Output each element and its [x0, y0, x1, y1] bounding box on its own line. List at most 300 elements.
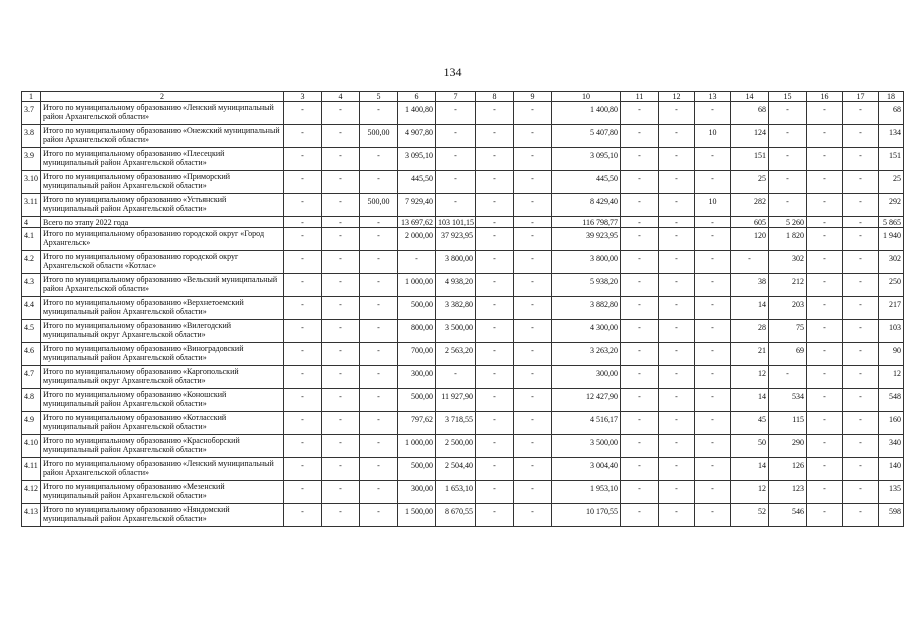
- row-name: Итого по муниципальному образованию «Онежский муниципальный район Архангельской области»: [41, 125, 284, 148]
- cell-col-9: -: [514, 148, 552, 171]
- cell-col-10: 300,00: [552, 366, 621, 389]
- cell-col-3: -: [284, 343, 322, 366]
- cell-col-5: -: [360, 148, 398, 171]
- cell-col-11: -: [621, 102, 659, 125]
- cell-col-12: -: [659, 102, 695, 125]
- cell-col-16: -: [807, 217, 843, 228]
- cell-col-18: 160: [879, 412, 904, 435]
- cell-col-10: 3 095,10: [552, 148, 621, 171]
- cell-col-18: 134: [879, 125, 904, 148]
- cell-col-15: -: [769, 102, 807, 125]
- cell-col-15: 290: [769, 435, 807, 458]
- cell-col-18: 12: [879, 366, 904, 389]
- cell-col-13: -: [695, 171, 731, 194]
- cell-col-11: -: [621, 389, 659, 412]
- row-name: Итого по муниципальному образованию «Вельский муниципальный район Архангельской области»: [41, 274, 284, 297]
- row-name: Всего по этапу 2022 года: [41, 217, 284, 228]
- cell-col-10: 8 429,40: [552, 194, 621, 217]
- cell-col-10: 3 800,00: [552, 251, 621, 274]
- cell-col-4: -: [322, 389, 360, 412]
- cell-col-7: 2 563,20: [436, 343, 476, 366]
- cell-col-15: 115: [769, 412, 807, 435]
- cell-col-6: 2 000,00: [398, 228, 436, 251]
- cell-col-11: -: [621, 171, 659, 194]
- cell-col-6: 300,00: [398, 481, 436, 504]
- row-code: 4.2: [22, 251, 41, 274]
- cell-col-18: 135: [879, 481, 904, 504]
- cell-col-8: -: [476, 366, 514, 389]
- cell-col-6: 500,00: [398, 297, 436, 320]
- cell-col-9: -: [514, 217, 552, 228]
- cell-col-11: -: [621, 343, 659, 366]
- cell-col-7: 11 927,90: [436, 389, 476, 412]
- cell-col-16: -: [807, 343, 843, 366]
- cell-col-11: -: [621, 504, 659, 527]
- column-header-16: 16: [807, 92, 843, 102]
- cell-col-5: -: [360, 102, 398, 125]
- cell-col-5: -: [360, 274, 398, 297]
- cell-col-10: 1 953,10: [552, 481, 621, 504]
- cell-col-9: -: [514, 366, 552, 389]
- cell-col-17: -: [843, 194, 879, 217]
- cell-col-17: -: [843, 481, 879, 504]
- cell-col-14: 38: [731, 274, 769, 297]
- cell-col-12: -: [659, 343, 695, 366]
- cell-col-6: 4 907,80: [398, 125, 436, 148]
- cell-col-17: -: [843, 251, 879, 274]
- cell-col-15: 203: [769, 297, 807, 320]
- cell-col-17: -: [843, 171, 879, 194]
- cell-col-3: -: [284, 194, 322, 217]
- header-row: [22, 92, 904, 102]
- column-header-15: 15: [769, 92, 807, 102]
- cell-col-3: -: [284, 274, 322, 297]
- cell-col-9: -: [514, 320, 552, 343]
- cell-col-16: -: [807, 102, 843, 125]
- cell-col-4: -: [322, 458, 360, 481]
- cell-col-14: 14: [731, 458, 769, 481]
- cell-col-10: 4 516,17: [552, 412, 621, 435]
- row-code: 3.7: [22, 102, 41, 125]
- cell-col-14: 14: [731, 297, 769, 320]
- table-row: [22, 481, 904, 504]
- cell-col-10: 3 500,00: [552, 435, 621, 458]
- cell-col-8: -: [476, 504, 514, 527]
- cell-col-5: -: [360, 171, 398, 194]
- table-row: [22, 458, 904, 481]
- cell-col-10: 1 400,80: [552, 102, 621, 125]
- cell-col-14: 21: [731, 343, 769, 366]
- cell-col-15: 75: [769, 320, 807, 343]
- cell-col-7: 3 718,55: [436, 412, 476, 435]
- cell-col-12: -: [659, 481, 695, 504]
- cell-col-10: 3 263,20: [552, 343, 621, 366]
- row-code: 4: [22, 217, 41, 228]
- cell-col-15: -: [769, 171, 807, 194]
- cell-col-15: 69: [769, 343, 807, 366]
- cell-col-9: -: [514, 481, 552, 504]
- cell-col-7: 3 382,80: [436, 297, 476, 320]
- cell-col-18: 302: [879, 251, 904, 274]
- cell-col-14: 151: [731, 148, 769, 171]
- cell-col-8: -: [476, 320, 514, 343]
- cell-col-7: 2 504,40: [436, 458, 476, 481]
- cell-col-7: -: [436, 148, 476, 171]
- cell-col-3: -: [284, 389, 322, 412]
- cell-col-8: -: [476, 412, 514, 435]
- cell-col-6: 445,50: [398, 171, 436, 194]
- column-header-2: 2: [41, 92, 284, 102]
- cell-col-14: 12: [731, 366, 769, 389]
- row-code: 4.11: [22, 458, 41, 481]
- cell-col-15: -: [769, 366, 807, 389]
- cell-col-7: 4 938,20: [436, 274, 476, 297]
- cell-col-13: -: [695, 366, 731, 389]
- cell-col-13: -: [695, 274, 731, 297]
- column-header-9: 9: [514, 92, 552, 102]
- cell-col-16: -: [807, 481, 843, 504]
- cell-col-8: -: [476, 458, 514, 481]
- cell-col-5: -: [360, 389, 398, 412]
- cell-col-15: 123: [769, 481, 807, 504]
- cell-col-13: 10: [695, 194, 731, 217]
- cell-col-15: 534: [769, 389, 807, 412]
- row-name: Итого по муниципальному образованию «Ленский муниципальный район Архангельской области»: [41, 458, 284, 481]
- cell-col-16: -: [807, 228, 843, 251]
- cell-col-4: -: [322, 274, 360, 297]
- cell-col-3: -: [284, 297, 322, 320]
- cell-col-13: -: [695, 481, 731, 504]
- table-row: [22, 297, 904, 320]
- cell-col-14: 12: [731, 481, 769, 504]
- cell-col-14: 25: [731, 171, 769, 194]
- cell-col-11: -: [621, 481, 659, 504]
- cell-col-5: -: [360, 320, 398, 343]
- cell-col-12: -: [659, 228, 695, 251]
- cell-col-5: 500,00: [360, 194, 398, 217]
- cell-col-8: -: [476, 125, 514, 148]
- cell-col-13: -: [695, 412, 731, 435]
- row-code: 4.13: [22, 504, 41, 527]
- table-row: [22, 412, 904, 435]
- cell-col-17: -: [843, 228, 879, 251]
- column-header-5: 5: [360, 92, 398, 102]
- cell-col-18: 25: [879, 171, 904, 194]
- cell-col-3: -: [284, 320, 322, 343]
- cell-col-12: -: [659, 320, 695, 343]
- cell-col-11: -: [621, 228, 659, 251]
- row-name: Итого по муниципальному образованию городской округ Архангельской области «Котлас»: [41, 251, 284, 274]
- row-name: Итого по муниципальному образованию «Ленский муниципальный район Архангельской области»: [41, 102, 284, 125]
- cell-col-13: -: [695, 389, 731, 412]
- cell-col-15: 546: [769, 504, 807, 527]
- cell-col-5: -: [360, 343, 398, 366]
- cell-col-3: -: [284, 435, 322, 458]
- column-header-12: 12: [659, 92, 695, 102]
- row-name: Итого по муниципальному образованию «Приморский муниципальный район Архангельской области»: [41, 171, 284, 194]
- row-name: Итого по муниципальному образованию «Котласский муниципальный район Архангельской области»: [41, 412, 284, 435]
- cell-col-5: 500,00: [360, 125, 398, 148]
- cell-col-3: -: [284, 171, 322, 194]
- cell-col-13: 10: [695, 125, 731, 148]
- cell-col-8: -: [476, 171, 514, 194]
- cell-col-12: -: [659, 251, 695, 274]
- cell-col-16: -: [807, 148, 843, 171]
- cell-col-13: -: [695, 504, 731, 527]
- cell-col-5: -: [360, 217, 398, 228]
- cell-col-11: -: [621, 194, 659, 217]
- row-code: 4.10: [22, 435, 41, 458]
- cell-col-10: 3 882,80: [552, 297, 621, 320]
- column-header-3: 3: [284, 92, 322, 102]
- cell-col-13: -: [695, 228, 731, 251]
- table-row: [22, 228, 904, 251]
- row-name: Итого по муниципальному образованию «Няндомский муниципальный район Архангельской области»: [41, 504, 284, 527]
- cell-col-7: 3 800,00: [436, 251, 476, 274]
- column-header-6: 6: [398, 92, 436, 102]
- cell-col-15: 126: [769, 458, 807, 481]
- row-code: 3.11: [22, 194, 41, 217]
- table-row: [22, 148, 904, 171]
- cell-col-7: 1 653,10: [436, 481, 476, 504]
- cell-col-14: 14: [731, 389, 769, 412]
- cell-col-13: -: [695, 251, 731, 274]
- cell-col-16: -: [807, 297, 843, 320]
- cell-col-6: 800,00: [398, 320, 436, 343]
- cell-col-4: -: [322, 194, 360, 217]
- cell-col-17: -: [843, 412, 879, 435]
- cell-col-3: -: [284, 366, 322, 389]
- cell-col-9: -: [514, 435, 552, 458]
- cell-col-12: -: [659, 171, 695, 194]
- table-row: [22, 251, 904, 274]
- cell-col-14: 45: [731, 412, 769, 435]
- cell-col-3: -: [284, 251, 322, 274]
- cell-col-3: -: [284, 102, 322, 125]
- cell-col-9: -: [514, 297, 552, 320]
- cell-col-11: -: [621, 320, 659, 343]
- cell-col-17: -: [843, 125, 879, 148]
- cell-col-12: -: [659, 366, 695, 389]
- row-name: Итого по муниципальному образованию «Вилегодский муниципальный округ Архангельской области»: [41, 320, 284, 343]
- cell-col-12: -: [659, 148, 695, 171]
- cell-col-8: -: [476, 481, 514, 504]
- cell-col-11: -: [621, 297, 659, 320]
- cell-col-7: 8 670,55: [436, 504, 476, 527]
- cell-col-13: -: [695, 297, 731, 320]
- row-code: 3.10: [22, 171, 41, 194]
- row-name: Итого по муниципальному образованию «Красноборский муниципальный район Архангельской области»: [41, 435, 284, 458]
- cell-col-7: -: [436, 171, 476, 194]
- cell-col-17: -: [843, 435, 879, 458]
- cell-col-7: -: [436, 194, 476, 217]
- cell-col-14: 282: [731, 194, 769, 217]
- cell-col-14: 28: [731, 320, 769, 343]
- cell-col-12: -: [659, 217, 695, 228]
- cell-col-8: -: [476, 217, 514, 228]
- cell-col-17: -: [843, 366, 879, 389]
- cell-col-11: -: [621, 366, 659, 389]
- cell-col-17: -: [843, 102, 879, 125]
- column-header-7: 7: [436, 92, 476, 102]
- cell-col-5: -: [360, 481, 398, 504]
- table-row: [22, 435, 904, 458]
- cell-col-5: -: [360, 435, 398, 458]
- table-row: [22, 171, 904, 194]
- cell-col-16: -: [807, 458, 843, 481]
- cell-col-15: -: [769, 148, 807, 171]
- table-row: [22, 366, 904, 389]
- cell-col-11: -: [621, 148, 659, 171]
- table-row: [22, 343, 904, 366]
- cell-col-13: -: [695, 320, 731, 343]
- cell-col-9: -: [514, 274, 552, 297]
- cell-col-8: -: [476, 251, 514, 274]
- cell-col-12: -: [659, 297, 695, 320]
- cell-col-16: -: [807, 389, 843, 412]
- cell-col-15: 1 820: [769, 228, 807, 251]
- cell-col-12: -: [659, 435, 695, 458]
- cell-col-7: -: [436, 366, 476, 389]
- cell-col-14: 68: [731, 102, 769, 125]
- cell-col-4: -: [322, 297, 360, 320]
- table-row: [22, 320, 904, 343]
- column-header-14: 14: [731, 92, 769, 102]
- cell-col-18: 217: [879, 297, 904, 320]
- cell-col-4: -: [322, 366, 360, 389]
- cell-col-10: 5 938,20: [552, 274, 621, 297]
- cell-col-18: 140: [879, 458, 904, 481]
- cell-col-11: -: [621, 435, 659, 458]
- column-header-13: 13: [695, 92, 731, 102]
- cell-col-15: 302: [769, 251, 807, 274]
- row-name: Итого по муниципальному образованию «Каргопольский муниципальный округ Архангельской области»: [41, 366, 284, 389]
- cell-col-8: -: [476, 435, 514, 458]
- cell-col-7: -: [436, 102, 476, 125]
- cell-col-6: 3 095,10: [398, 148, 436, 171]
- cell-col-14: 52: [731, 504, 769, 527]
- cell-col-11: -: [621, 251, 659, 274]
- column-header-18: 18: [879, 92, 904, 102]
- cell-col-12: -: [659, 274, 695, 297]
- cell-col-16: -: [807, 194, 843, 217]
- cell-col-3: -: [284, 125, 322, 148]
- row-code: 4.9: [22, 412, 41, 435]
- cell-col-17: -: [843, 320, 879, 343]
- row-code: 4.8: [22, 389, 41, 412]
- cell-col-6: -: [398, 251, 436, 274]
- cell-col-18: 90: [879, 343, 904, 366]
- cell-col-4: -: [322, 412, 360, 435]
- cell-col-3: -: [284, 481, 322, 504]
- cell-col-8: -: [476, 343, 514, 366]
- row-code: 4.12: [22, 481, 41, 504]
- cell-col-12: -: [659, 389, 695, 412]
- cell-col-13: -: [695, 102, 731, 125]
- cell-col-10: 116 798,77: [552, 217, 621, 228]
- cell-col-17: -: [843, 343, 879, 366]
- cell-col-10: 10 170,55: [552, 504, 621, 527]
- cell-col-4: -: [322, 481, 360, 504]
- cell-col-13: -: [695, 148, 731, 171]
- row-code: 3.9: [22, 148, 41, 171]
- cell-col-5: -: [360, 228, 398, 251]
- row-name: Итого по муниципальному образованию «Плесецкий муниципальный район Архангельской области»: [41, 148, 284, 171]
- cell-col-18: 5 865: [879, 217, 904, 228]
- column-header-11: 11: [621, 92, 659, 102]
- cell-col-18: 598: [879, 504, 904, 527]
- cell-col-9: -: [514, 251, 552, 274]
- cell-col-8: -: [476, 102, 514, 125]
- cell-col-5: -: [360, 458, 398, 481]
- data-table: [21, 91, 904, 527]
- cell-col-9: -: [514, 389, 552, 412]
- cell-col-6: 1 000,00: [398, 274, 436, 297]
- cell-col-8: -: [476, 148, 514, 171]
- cell-col-13: -: [695, 458, 731, 481]
- cell-col-7: 2 500,00: [436, 435, 476, 458]
- cell-col-18: 292: [879, 194, 904, 217]
- cell-col-18: 103: [879, 320, 904, 343]
- cell-col-7: -: [436, 125, 476, 148]
- cell-col-12: -: [659, 504, 695, 527]
- cell-col-9: -: [514, 504, 552, 527]
- cell-col-9: -: [514, 228, 552, 251]
- cell-col-4: -: [322, 504, 360, 527]
- cell-col-5: -: [360, 297, 398, 320]
- cell-col-17: -: [843, 297, 879, 320]
- row-code: 4.7: [22, 366, 41, 389]
- cell-col-13: -: [695, 343, 731, 366]
- row-name: Итого по муниципальному образованию «Верхнетоемский муниципальный район Архангельской области»: [41, 297, 284, 320]
- cell-col-6: 797,62: [398, 412, 436, 435]
- cell-col-9: -: [514, 194, 552, 217]
- cell-col-4: -: [322, 217, 360, 228]
- cell-col-4: -: [322, 228, 360, 251]
- cell-col-4: -: [322, 435, 360, 458]
- cell-col-10: 4 300,00: [552, 320, 621, 343]
- cell-col-11: -: [621, 125, 659, 148]
- table-row: [22, 217, 904, 228]
- row-name: Итого по муниципальному образованию «Коношский муниципальный район Архангельской области»: [41, 389, 284, 412]
- cell-col-10: 3 004,40: [552, 458, 621, 481]
- cell-col-4: -: [322, 125, 360, 148]
- cell-col-16: -: [807, 251, 843, 274]
- cell-col-9: -: [514, 102, 552, 125]
- cell-col-18: 1 940: [879, 228, 904, 251]
- cell-col-4: -: [322, 320, 360, 343]
- cell-col-6: 1 000,00: [398, 435, 436, 458]
- cell-col-6: 500,00: [398, 458, 436, 481]
- cell-col-18: 151: [879, 148, 904, 171]
- cell-col-8: -: [476, 194, 514, 217]
- cell-col-3: -: [284, 148, 322, 171]
- cell-col-8: -: [476, 389, 514, 412]
- cell-col-6: 300,00: [398, 366, 436, 389]
- row-name: Итого по муниципальному образованию городской округ «Город Архангельск»: [41, 228, 284, 251]
- cell-col-8: -: [476, 297, 514, 320]
- cell-col-5: -: [360, 504, 398, 527]
- cell-col-15: -: [769, 125, 807, 148]
- cell-col-5: -: [360, 412, 398, 435]
- cell-col-15: -: [769, 194, 807, 217]
- cell-col-14: 120: [731, 228, 769, 251]
- row-code: 4.1: [22, 228, 41, 251]
- cell-col-18: 68: [879, 102, 904, 125]
- cell-col-17: -: [843, 148, 879, 171]
- cell-col-16: -: [807, 412, 843, 435]
- cell-col-18: 548: [879, 389, 904, 412]
